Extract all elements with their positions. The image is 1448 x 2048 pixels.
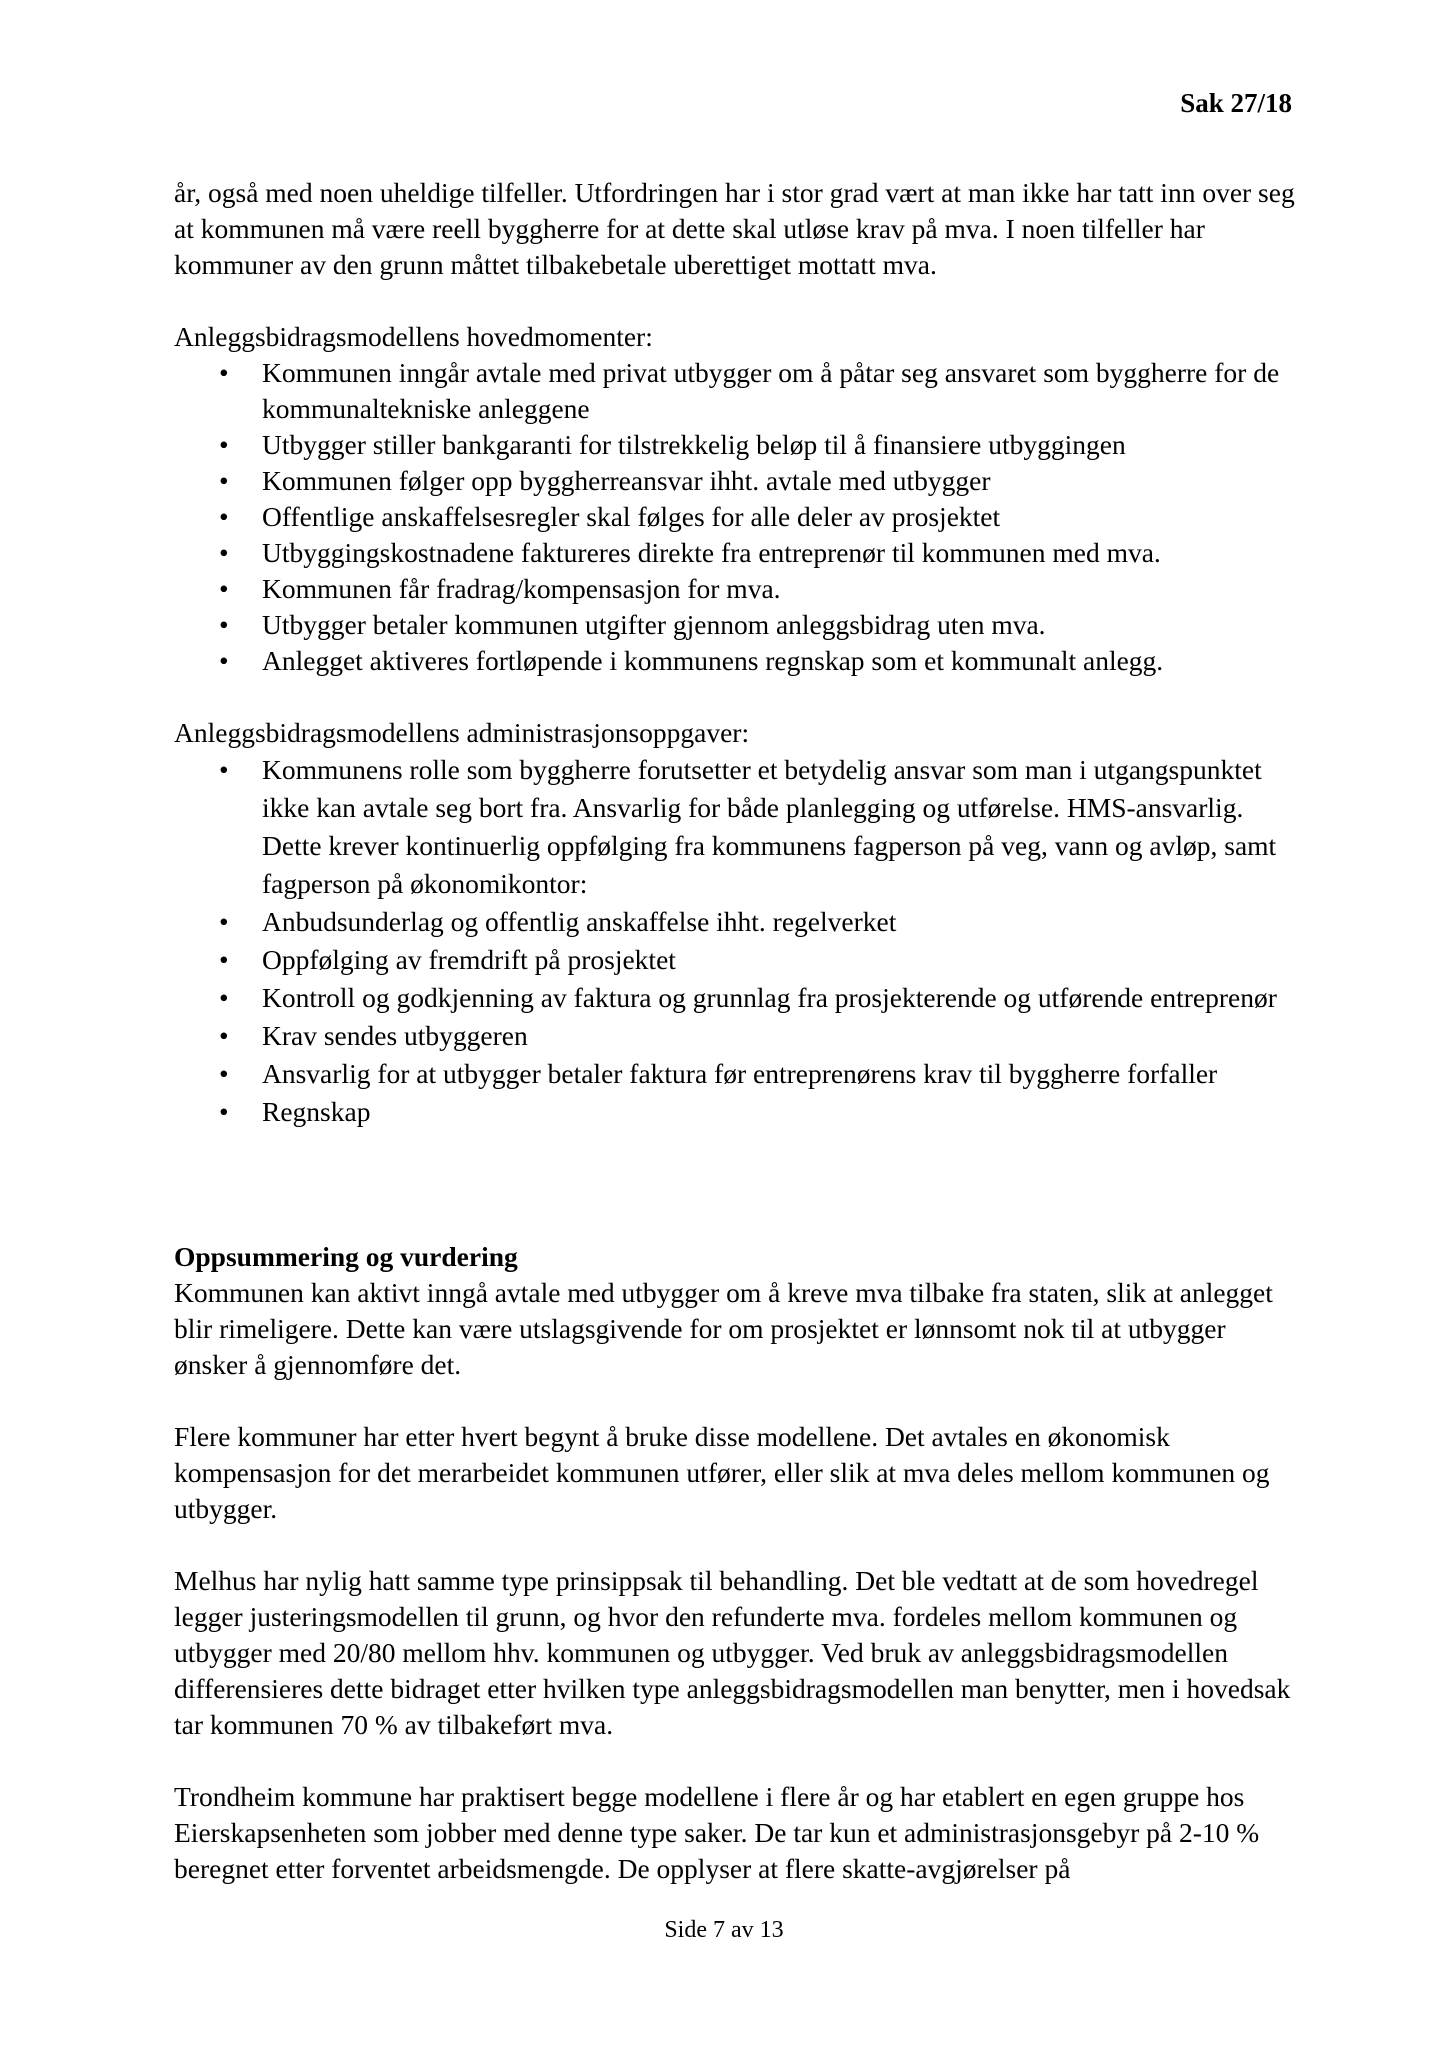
summary-paragraph-2: Flere kommuner har etter hvert begynt å bruke disse modellene. Det avtales en økonomisk kompensasjon for det merarbeidet kommunen utfører, eller slik at mva deles mellom kommunen og utbygger. bbox=[174, 1421, 1270, 1524]
list-item: • Kommunens rolle som byggherre forutsetter et betydelig ansvar som man i utgangspunktet ikke kan avtale seg bort fra. Ansvarlig for både planlegging og utførelse. HMS-ansvarlig. Dette krever kontinuerlig oppfølging fra kommunens fagperson på veg, vann og avløp, samt fagperson på økonomikontor: bbox=[174, 751, 1304, 903]
bullet-icon: • bbox=[219, 1058, 229, 1089]
list-item: • Regnskap bbox=[174, 1093, 1304, 1131]
bullet-icon: • bbox=[219, 1020, 229, 1051]
bullet-icon: • bbox=[219, 645, 229, 676]
list-item: • Kommunen følger opp byggherreansvar ihht. avtale med utbygger bbox=[174, 463, 1304, 499]
intro-paragraph: år, også med noen uheldige tilfeller. Utfordringen har i stor grad vært at man ikke har tatt inn over seg at kommunen må være reell byggherre for at dette skal utløse krav på mva. I noen tilfeller har kommuner av den grunn måttet tilbakebetale uberettiget mottatt mva. bbox=[174, 177, 1295, 280]
page-number: Side 7 av 13 bbox=[664, 1917, 784, 1943]
case-number: Sak 27/18 bbox=[1180, 88, 1292, 118]
list-item: • Krav sendes utbyggeren bbox=[174, 1017, 1304, 1055]
admin-tasks-list bbox=[174, 751, 1304, 1131]
bullet-icon: • bbox=[219, 429, 229, 460]
list-item: • Kommunen får fradrag/kompensasjon for mva. bbox=[174, 571, 1304, 607]
summary-heading: Oppsummering og vurdering bbox=[174, 1241, 518, 1272]
list-item: • Ansvarlig for at utbygger betaler faktura før entreprenørens krav til byggherre forfaller bbox=[174, 1055, 1304, 1093]
list-item: • Utbygger betaler kommunen utgifter gjennom anleggsbidrag uten mva. bbox=[174, 607, 1304, 643]
bullet-icon: • bbox=[219, 906, 229, 937]
bullet-icon: • bbox=[219, 573, 229, 604]
bullet-icon: • bbox=[219, 357, 229, 388]
bullet-icon: • bbox=[219, 944, 229, 975]
summary-paragraph-1: Kommunen kan aktivt inngå avtale med utbygger om å kreve mva tilbake fra staten, slik at anlegget blir rimeligere. Dette kan være utslagsgivende for om prosjektet er lønnsomt nok til at utbygger ønsker å gjennomføre det. bbox=[174, 1277, 1273, 1380]
bullet-icon: • bbox=[219, 609, 229, 640]
bullet-icon: • bbox=[219, 1096, 229, 1127]
list-item: • Utbygger stiller bankgaranti for tilstrekkelig beløp til å finansiere utbyggingen bbox=[174, 427, 1304, 463]
list-item: • Offentlige anskaffelsesregler skal følges for alle deler av prosjektet bbox=[174, 499, 1304, 535]
summary-paragraph-3: Melhus har nylig hatt samme type prinsippsak til behandling. Det ble vedtatt at de som hovedregel legger justeringsmodellen til grunn, og hvor den refunderte mva. fordeles mellom kommunen og utbygger med 20/80 mellom hhv. kommunen og utbygger. Ved bruk av anleggsbidragsmodellen differensieres dette bidraget etter hvilken type anleggsbidragsmodellen man benytter, men i hovedsak tar kommunen 70 % av tilbakeført mva. bbox=[174, 1565, 1291, 1740]
admin-tasks-title: Anleggsbidragsmodellens administrasjonsoppgaver: bbox=[174, 717, 750, 748]
bullet-icon: • bbox=[219, 537, 229, 568]
bullet-icon: • bbox=[219, 501, 229, 532]
list-item: • Kontroll og godkjenning av faktura og grunnlag fra prosjekterende og utførende entreprenør bbox=[174, 979, 1304, 1017]
bullet-icon: • bbox=[219, 982, 229, 1013]
bullet-icon: • bbox=[219, 465, 229, 496]
list-item: • Kommunen inngår avtale med privat utbygger om å påtar seg ansvaret som byggherre for de kommunaltekniske anleggene bbox=[219, 357, 1280, 424]
list-item: • Utbyggingskostnadene faktureres direkte fra entreprenør til kommunen med mva. bbox=[174, 535, 1304, 571]
main-points-title: Anleggsbidragsmodellens hovedmomenter: bbox=[174, 321, 653, 352]
document-body bbox=[174, 175, 1304, 1887]
main-points-list bbox=[174, 355, 1304, 679]
list-item: • Oppfølging av fremdrift på prosjektet bbox=[174, 941, 1304, 979]
summary-paragraph-4: Trondheim kommune har praktisert begge modellene i flere år og har etablert en egen gruppe hos Eierskapsenheten som jobber med denne type saker. De tar kun et administrasjonsgebyr på 2-10 % beregnet etter forventet arbeidsmengde. De opplyser at flere skatte-avgjørelser på bbox=[174, 1781, 1260, 1884]
list-item: • Anbudsunderlag og offentlig anskaffelse ihht. regelverket bbox=[174, 903, 1304, 941]
list-item: • Anlegget aktiveres fortløpende i kommunens regnskap som et kommunalt anlegg. bbox=[174, 643, 1304, 679]
bullet-icon: • bbox=[219, 754, 229, 785]
